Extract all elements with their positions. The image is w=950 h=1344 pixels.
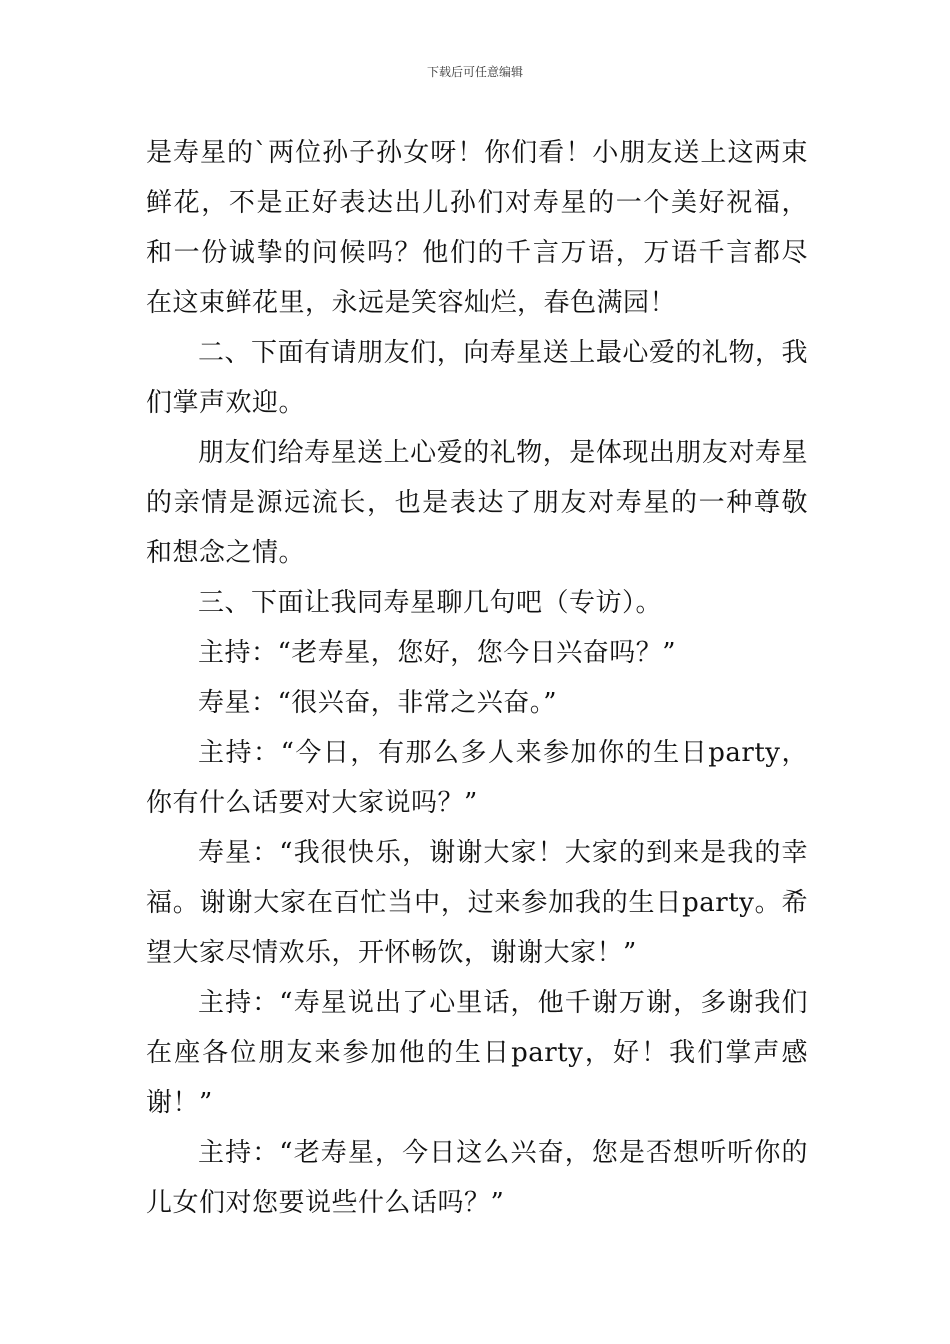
paragraph-4: 三、下面让我同寿星聊几句吧（专访）。: [198, 588, 663, 618]
paragraph-6: 寿星：“很兴奋，非常之兴奋。”: [198, 688, 558, 718]
paragraph-1: 是寿星的`两位孙子孙女呀！你们看！小朋友送上这两束鲜花，不是正好表达出儿孙们对寿星的一个美好祝福，和一份诚挚的问候吗？他们的千言万语，万语千言都尽在这束鲜花里，永远是笑容灿烂，春色满园！: [146, 138, 808, 318]
page-header-note: 下载后可任意编辑: [426, 65, 523, 79]
paragraph-7: 主持：“今日，有那么多人来参加你的生日party，你有什么话要对大家说吗？”: [146, 738, 808, 818]
paragraph-9: 主持：“寿星说出了心里话，他千谢万谢，多谢我们在座各位朋友来参加他的生日party，好！我们掌声感谢！”: [146, 988, 808, 1118]
document-body: [146, 128, 808, 1228]
paragraph-5: 主持：“老寿星，您好，您今日兴奋吗？”: [198, 638, 677, 668]
paragraph-8: 寿星：“我很快乐，谢谢大家！大家的到来是我的幸福。谢谢大家在百忙当中，过来参加我的生日party。希望大家尽情欢乐，开怀畅饮，谢谢大家！”: [146, 838, 808, 968]
paragraph-10: 主持：“老寿星，今日这么兴奋，您是否想听听你的儿女们对您要说些什么话吗？”: [146, 1138, 808, 1218]
paragraph-3: 朋友们给寿星送上心爱的礼物，是体现出朋友对寿星的亲情是源远流长，也是表达了朋友对寿星的一种尊敬和想念之情。: [146, 438, 808, 568]
paragraph-2: 二、下面有请朋友们，向寿星送上最心爱的礼物，我们掌声欢迎。: [146, 338, 808, 418]
